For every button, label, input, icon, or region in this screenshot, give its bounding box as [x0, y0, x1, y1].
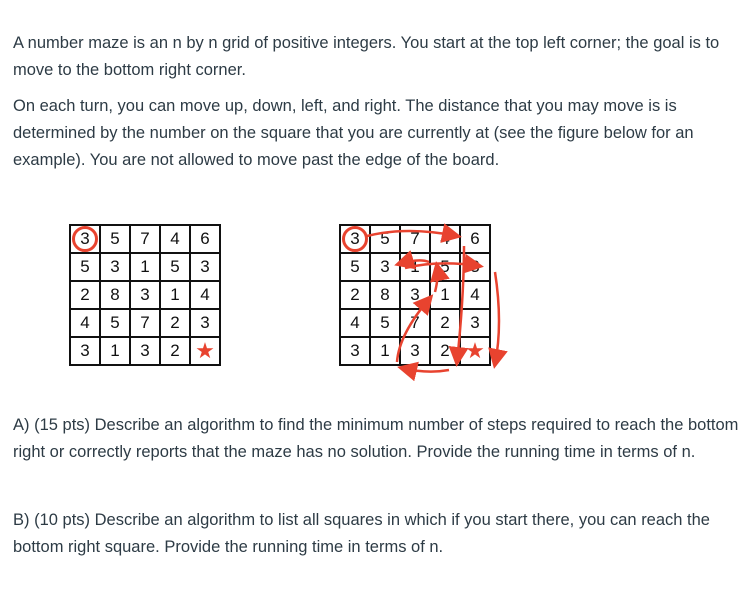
maze-cell: 3 — [130, 281, 160, 309]
maze-cell: 2 — [430, 309, 460, 337]
intro-paragraph-1: A number maze is an n by n grid of positive integers. You start at the top left corner; the goal is to move to the bottom right corner. — [13, 34, 720, 79]
maze-cell: 4 — [430, 225, 460, 253]
maze-cell: 5 — [430, 253, 460, 281]
maze-cell: 1 — [370, 337, 400, 365]
start-circle-icon: 3 — [72, 226, 98, 252]
maze-cell: 5 — [370, 225, 400, 253]
maze-cell-start — [70, 225, 100, 253]
maze-cell: 5 — [70, 253, 100, 281]
maze-cell: 3 — [460, 309, 490, 337]
intro-paragraph-2: On each turn, you can move up, down, left, and right. The distance that you may move is is determined by the number on the square that you are currently at (see the figure below for an example). You are not allowed to move past the edge of the board. — [13, 97, 694, 169]
maze-cell: 5 — [340, 253, 370, 281]
maze-cell: 5 — [100, 309, 130, 337]
question-a: A) (15 pts) Describe an algorithm to find the minimum number of steps required to reach the bottom right or correctly reports that the maze has no solution. Provide the running time in terms of n. — [13, 416, 739, 461]
maze-cell-start — [340, 225, 370, 253]
maze-cell: 1 — [160, 281, 190, 309]
maze-cell: 8 — [100, 281, 130, 309]
path-arrow — [495, 272, 499, 364]
maze-cell: 3 — [340, 337, 370, 365]
maze-cell: 4 — [190, 281, 220, 309]
maze-cell: 2 — [70, 281, 100, 309]
maze-cell: 3 — [190, 309, 220, 337]
maze-cell: 5 — [160, 253, 190, 281]
goal-star-icon: ★ — [465, 337, 485, 363]
maze-cell: 3 — [100, 253, 130, 281]
maze-cell: 3 — [370, 253, 400, 281]
maze-cell: 2 — [160, 337, 190, 365]
maze-cell: 1 — [430, 281, 460, 309]
maze-cell: 4 — [340, 309, 370, 337]
maze-cell: 1 — [400, 253, 430, 281]
maze-cell: 5 — [370, 309, 400, 337]
maze-cell: 2 — [160, 309, 190, 337]
maze-cell: 3 — [190, 253, 220, 281]
question-b: B) (10 pts) Describe an algorithm to list all squares in which if you start there, you can reach the bottom right square. Provide the running time in terms of n. — [13, 511, 710, 556]
maze-cell: 6 — [190, 225, 220, 253]
path-arrow — [402, 368, 449, 372]
maze-cell: 4 — [160, 225, 190, 253]
maze-cell: 4 — [70, 309, 100, 337]
maze-cell-goal — [460, 337, 490, 365]
maze-cell: 5 — [100, 225, 130, 253]
maze-cell: 7 — [400, 309, 430, 337]
maze-cell: 4 — [460, 281, 490, 309]
maze-cell: 7 — [130, 309, 160, 337]
maze-cell: 2 — [430, 337, 460, 365]
maze-cell: 1 — [130, 253, 160, 281]
goal-star-icon: ★ — [195, 337, 215, 363]
maze-cell: 3 — [400, 337, 430, 365]
maze-cell: 3 — [460, 253, 490, 281]
maze-grid — [69, 224, 221, 366]
maze-cell: 3 — [70, 337, 100, 365]
maze-cell: 2 — [340, 281, 370, 309]
maze-cell: 8 — [370, 281, 400, 309]
maze-solution-grid — [339, 224, 491, 366]
maze-cell: 3 — [130, 337, 160, 365]
maze-cell: 7 — [130, 225, 160, 253]
maze-cell: 7 — [400, 225, 430, 253]
maze-cell: 3 — [400, 281, 430, 309]
maze-cell: 1 — [100, 337, 130, 365]
maze-cell-goal — [190, 337, 220, 365]
maze-cell: 6 — [460, 225, 490, 253]
start-circle-icon: 3 — [342, 226, 368, 252]
